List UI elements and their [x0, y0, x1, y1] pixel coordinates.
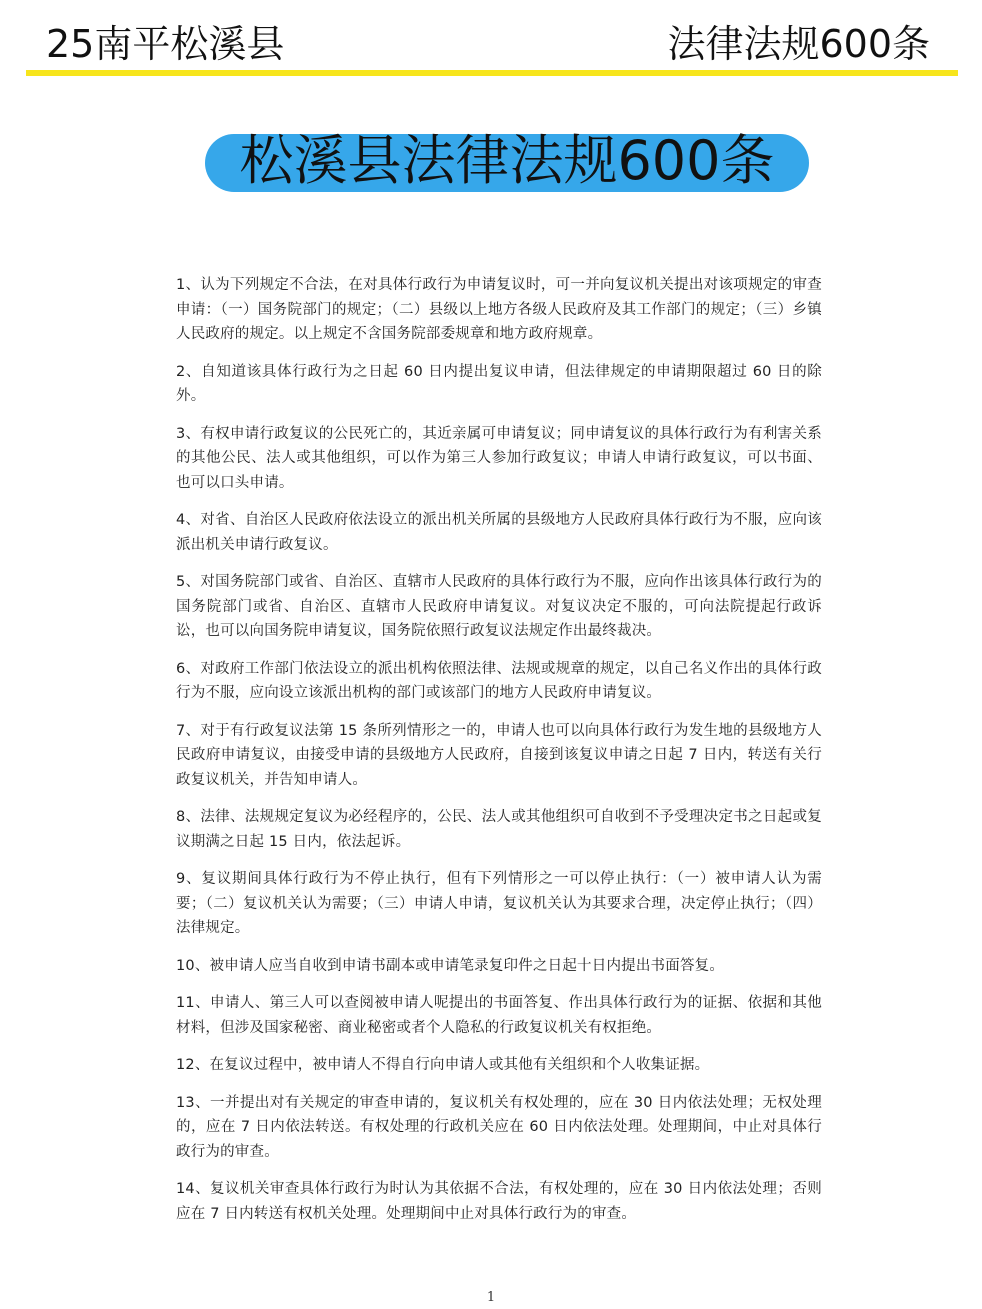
paragraph-1: 1、认为下列规定不合法，在对具体行政行为申请复议时，可一并向复议机关提出对该项规定的审查申请：（一）国务院部门的规定；（二）县级以上地方各级人民政府及其工作部门的规定；（三）乡镇人民政府的规定。以上规定不含国务院部委规章和地方政府规章。 — [176, 277, 822, 342]
paragraph-2: 2、自知道该具体行政行为之日起 60 日内提出复议申请，但法律规定的申请期限超过 60 日的除外。 — [176, 363, 822, 404]
paragraph-11: 11、申请人、第三人可以查阅被申请人呢提出的书面答复、作出具体行政行为的证据、依据和其他材料，但涉及国家秘密、商业秘密或者个人隐私的行政复议机关有权拒绝。 — [176, 995, 822, 1036]
page-header — [0, 0, 982, 78]
paragraph-10: 10、被申请人应当自收到申请书副本或申请笔录复印件之日起十日内提出书面答复。 — [176, 957, 725, 974]
paragraph-14: 14、复议机关审查具体行政行为时认为其依据不合法，有权处理的，应在 30 日内依法处理；否则应在 7 日内转送有权机关处理。处理期间中止对具体行政行为的审查。 — [176, 1181, 822, 1222]
header-underline — [26, 70, 958, 76]
paragraph-8: 8、法律、法规规定复议为必经程序的，公民、法人或其他组织可自收到不予受理决定书之日起或复议期满之日起 15 日内，依法起诉。 — [176, 809, 822, 850]
paragraph-9: 9、复议期间具体行政行为不停止执行，但有下列情形之一可以停止执行：（一）被申请人认为需要；（二）复议机关认为需要；（三）申请人申请，复议机关认为其要求合理，决定停止执行；（四）法律规定。 — [176, 871, 822, 936]
document-body — [176, 273, 822, 1239]
document-title-banner — [205, 128, 809, 194]
paragraph-3: 3、有权申请行政复议的公民死亡的，其近亲属可申请复议；同申请复议的具体行政行为有利害关系的其他公民、法人或其他组织，可以作为第三人参加行政复议；申请人申请行政复议，可以书面、也可以口头申请。 — [176, 425, 822, 491]
page-number: 1 — [486, 1290, 496, 1305]
paragraph-7: 7、对于有行政复议法第 15 条所列情形之一的，申请人也可以向具体行政行为发生地的县级地方人民政府申请复议，由接受申请的县级地方人民政府，自接到该复议申请之日起 7 日内，转送有关行政复议机关，并告知申请人。 — [176, 722, 822, 788]
paragraph-5: 5、对国务院部门或省、自治区、直辖市人民政府的具体行政行为不服，应向作出该具体行政行为的国务院部门或省、自治区、直辖市人民政府申请复议。对复议决定不服的，可向法院提起行政诉讼，也可以向国务院申请复议，国务院依照行政复议法规定作出最终裁决。 — [176, 574, 822, 639]
header-location: 25南平松溪县 — [46, 22, 285, 66]
paragraph-13: 13、一并提出对有关规定的审查申请的，复议机关有权处理的，应在 30 日内依法处理；无权处理的，应在 7 日内依法转送。有权处理的行政机关应在 60 日内依法处理。处理期间，中止对具体行政行为的审查。 — [176, 1094, 822, 1160]
paragraph-12: 12、在复议过程中，被申请人不得自行向申请人或其他有关组织和个人收集证据。 — [176, 1057, 710, 1073]
header-topic: 法律法规600条 — [667, 22, 930, 66]
paragraph-4: 4、对省、自治区人民政府依法设立的派出机关所属的县级地方人民政府具体行政行为不服，应向该派出机关申请行政复议。 — [176, 512, 822, 553]
paragraph-6: 6、对政府工作部门依法设立的派出机构依照法律、法规或规章的规定，以自己名义作出的具体行政行为不服，应向设立该派出机构的部门或该部门的地方人民政府申请复议。 — [176, 660, 822, 701]
document-title: 松溪县法律法规600条 — [239, 129, 775, 192]
